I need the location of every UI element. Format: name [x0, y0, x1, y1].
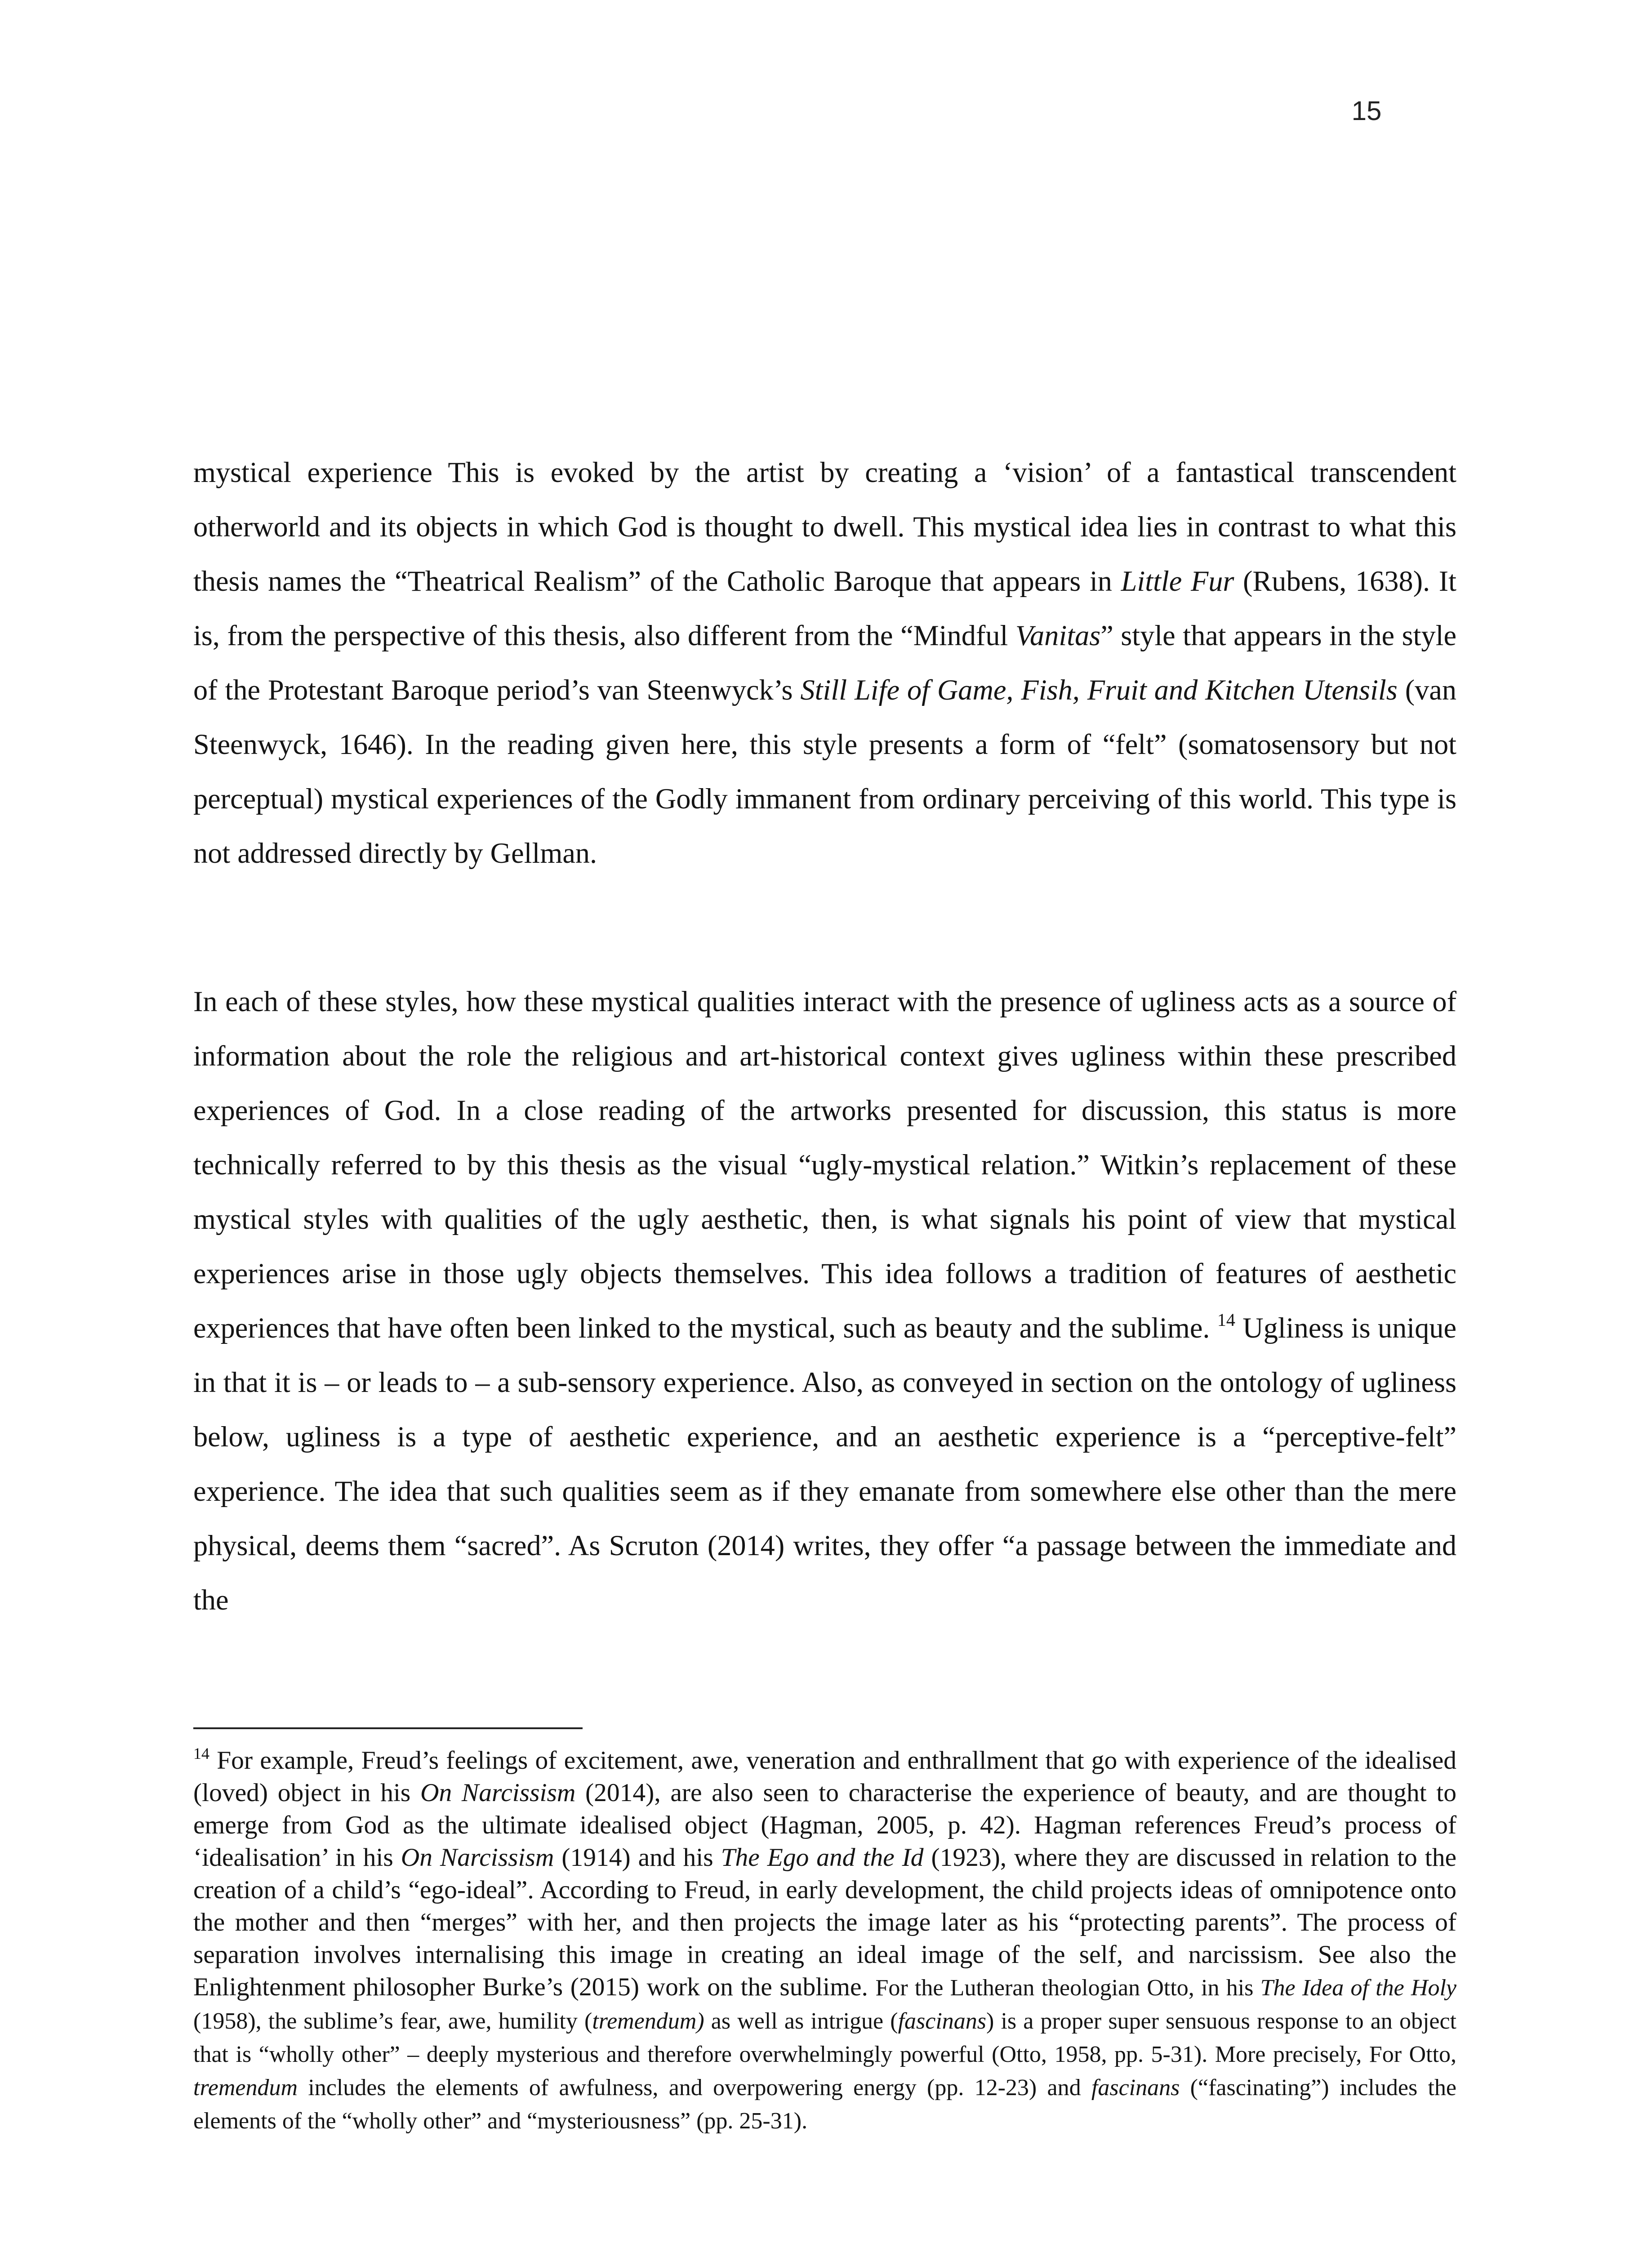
text-run: ” style that appears in the style of the Protestant Baroque period’s van Steenwyck’s — [193, 620, 1456, 706]
text-run: In each of these styles, how these mystical qualities interact with the presence of ugliness acts as a source of information about the role the religious and art-historical context gives ugliness within these prescribed experiences of God. In a close reading of the artworks presented for discussion, this status is more technically referred to by this thesis as the visual “ugly-mystical relation.” Witkin’s replacement of these mystical styles with qualities of the ugly aesthetic, then, is what signals his point of view that mystical experiences arise in those ugly objects themselves. This idea follows a tradition of features of aesthetic experiences that have often been linked to the mystical, such as beauty and the sublime. — [193, 986, 1456, 1344]
text-run: For example, Freud’s feelings of excitement, awe, veneration and enthrallment that go with experience of the idealised (loved) object in his — [193, 1746, 1456, 1807]
book-title: On Narcissism — [401, 1843, 554, 1872]
text-run: (“fascinating”) includes the elements of the “wholly other” and “mysteriousness” (pp. 25-31). — [193, 2075, 1457, 2134]
body-paragraph — [193, 445, 1456, 880]
text-run: mystical experience This is evoked by the artist by creating a ‘vision’ of a fantastical transcendent otherworld and its objects in which God is thought to dwell. This mystical idea lies in contrast to what this thesis names the “Theatrical Realism” of the Catholic Baroque that appears in — [193, 456, 1456, 597]
text-run: (Rubens, 1638). It is, from the perspective of this thesis, also different from the “Mindful — [193, 565, 1456, 651]
text-run: (1923), where they are discussed in relation to the creation of a child’s “ego-ideal”. According to Freud, in early development, the child projects ideas of omnipotence onto the mother and then “merges” with her, and then projects the image later as his “protecting parents”. The process of separation involves internalising this image in creating an ideal image of the self, and narcissism. See also the Enlightenment philosopher Burke’s (2015) work on the sublime. — [193, 1843, 1456, 2001]
artwork-title: Little Fur — [1121, 565, 1234, 597]
text-run: For the Lutheran theologian Otto, in his — [875, 1975, 1260, 2001]
text-run: as well as intrigue ( — [704, 2008, 898, 2034]
text-run: (van Steenwyck, 1646). In the reading given here, this style presents a form of “felt” (somatosensory but not perceptual) mystical experiences of the Godly immanent from ordinary perceiving of this world. This type is not addressed directly by Gellman. — [193, 674, 1456, 869]
text-run: (1914) and his — [554, 1843, 721, 1872]
term-italic: fascinans — [898, 2008, 987, 2034]
page-number: 15 — [1351, 96, 1382, 126]
term-italic: Vanitas — [1015, 620, 1101, 651]
book-title: The Idea of the Holy — [1260, 1975, 1457, 2001]
text-run: Ugliness is unique in that it is – or leads to – a sub-sensory experience. Also, as conveyed in section on the ontology of ugliness below, ugliness is a type of aesthetic experience, and an aesthetic experience is a “perceptive-felt” experience. The idea that such qualities seem as if they emanate from somewhere else other than the mere physical, deems them “sacred”. As Scruton (2014) writes, they offer “a passage between the immediate and the — [193, 1312, 1456, 1616]
text-run: (2014), are also seen to characterise the experience of beauty, and are thought to emerge from God as the ultimate idealised object (Hagman, 2005, p. 42). Hagman references Freud’s process of ‘idealisation’ in his — [193, 1779, 1456, 1872]
body-paragraph — [193, 974, 1456, 1627]
text-run: ) is a proper super sensuous response to an object that is “wholly other” – deeply mysterious and therefore overwhelmingly powerful (Otto, 1958, pp. 5-31). More precisely, For Otto, — [193, 2008, 1456, 2067]
term-italic: tremendum) — [592, 2008, 704, 2034]
footnote-mark: 14 — [193, 1744, 209, 1762]
text-run: includes the elements of awfulness, and overpowering energy (pp. 12-23) and — [298, 2075, 1091, 2101]
footnote-separator — [193, 1727, 583, 1729]
artwork-title: Still Life of Game, Fish, Fruit and Kitchen Utensils — [800, 674, 1398, 706]
footnote — [193, 1744, 1456, 2137]
term-italic: fascinans — [1091, 2075, 1180, 2101]
book-title: The Ego and the Id — [721, 1843, 924, 1872]
book-title: On Narcissism — [420, 1779, 576, 1807]
text-run: (1958), the sublime’s fear, awe, humility ( — [193, 2008, 592, 2034]
footnote-reference[interactable]: 14 — [1217, 1310, 1235, 1330]
term-italic: tremendum — [193, 2075, 298, 2101]
